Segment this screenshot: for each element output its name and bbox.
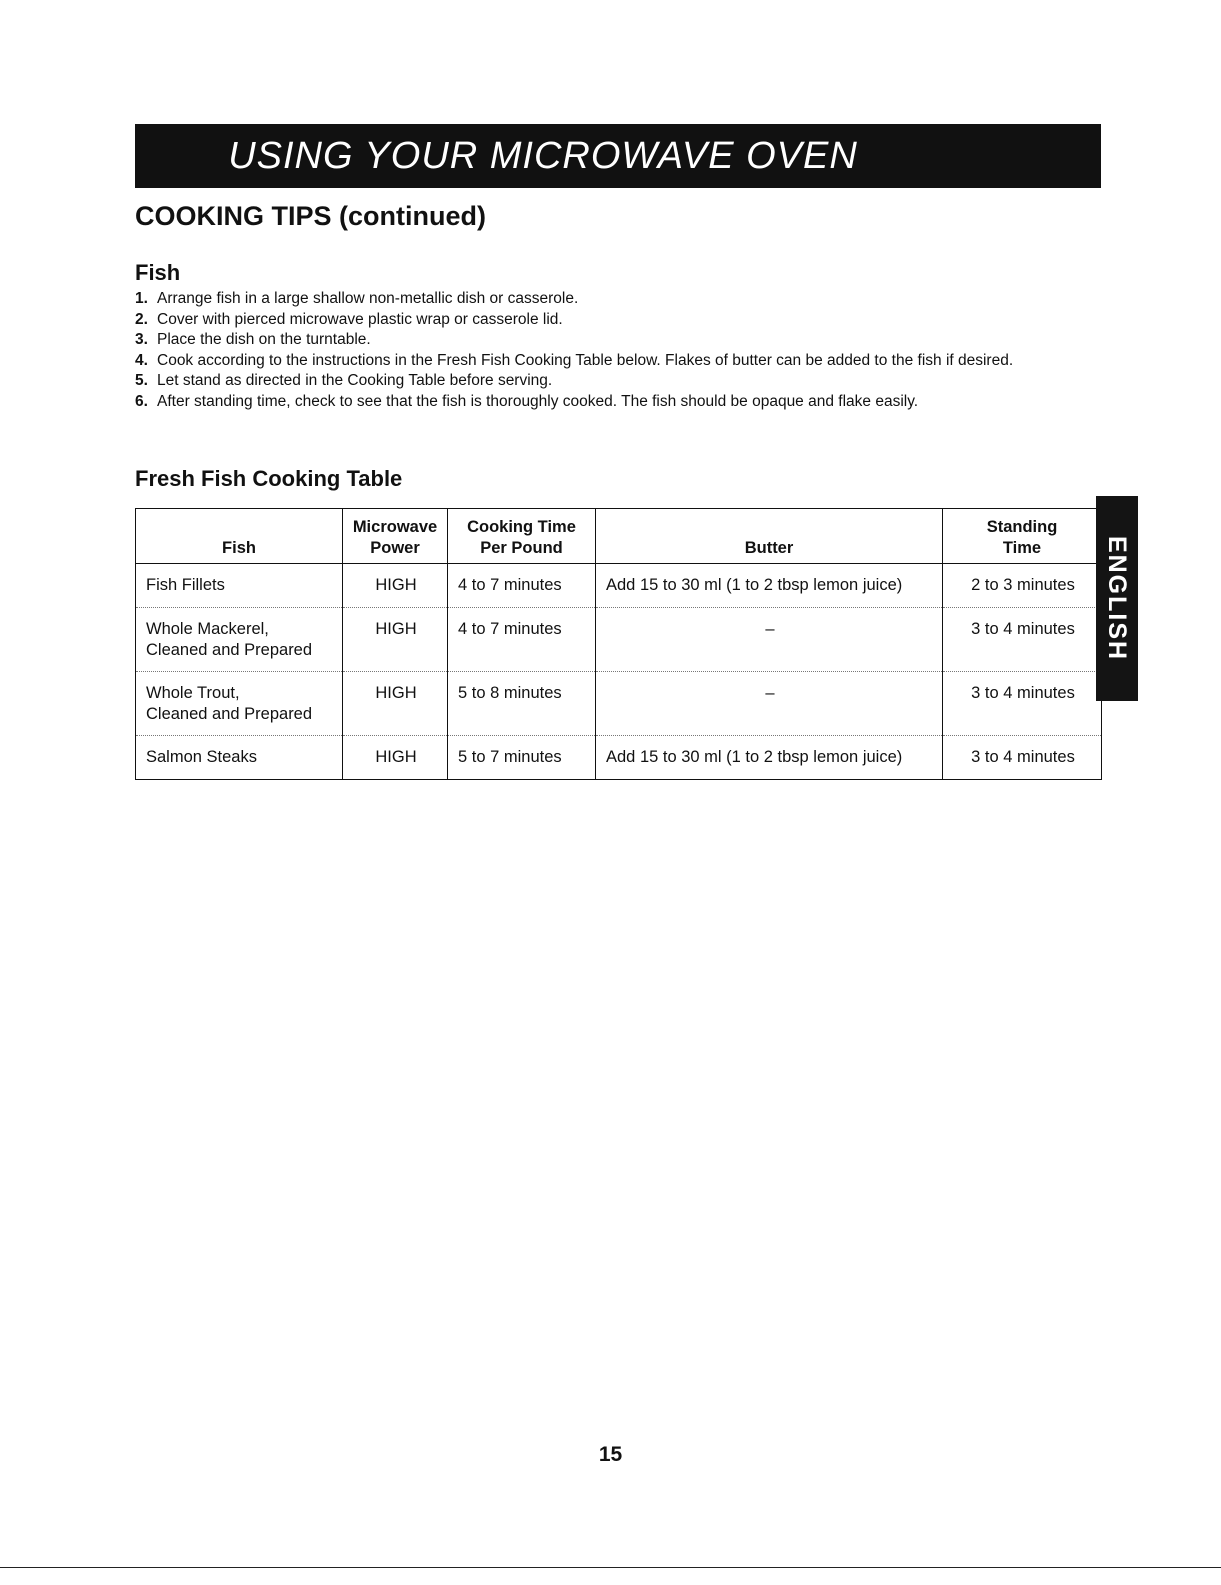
step-number: 1. [135,290,148,307]
step-text: Let stand as directed in the Cooking Table before serving. [157,372,553,389]
step-item [135,371,1075,392]
header-time-line2: Per Pound [480,539,563,557]
header-butter-label: Butter [744,539,794,557]
cell-power: HIGH [343,564,448,608]
fish-name: Whole Mackerel, [146,620,269,638]
cell-power: HIGH [343,672,448,736]
step-item [135,392,1075,413]
step-number: 3. [135,331,148,348]
page-number: 15 [598,1443,623,1466]
cell-time: 5 to 7 minutes [448,736,596,780]
cell-standing: 3 to 4 minutes [943,608,1102,672]
fish-prep: Cleaned and Prepared [146,641,313,659]
cell-fish [136,672,343,736]
header-banner [135,124,1101,188]
cell-fish [136,608,343,672]
banner-title: USING YOUR MICROWAVE OVEN [228,134,858,177]
step-item [135,289,1075,310]
step-number: 2. [135,310,148,328]
header-time-line1: Cooking Time [467,518,576,536]
header-fish [136,509,343,564]
cell-fish [136,564,343,608]
cell-standing: 3 to 4 minutes [943,736,1102,780]
header-power-line2: Power [370,539,420,557]
cell-time: 4 to 7 minutes [448,608,596,672]
fish-steps-list [135,289,1075,412]
language-tab-label: ENGLISH [1103,535,1132,662]
cell-power: HIGH [343,608,448,672]
table-row [136,736,1102,780]
step-text: Cook according to the instructions in the Fresh Fish Cooking Table below. Flakes of butter can be added to the fish if desired. [157,351,1014,369]
step-item [135,330,1075,351]
cell-time: 4 to 7 minutes [448,564,596,608]
cell-standing: 3 to 4 minutes [943,672,1102,736]
step-item [135,351,1075,372]
fish-heading: Fish [135,260,181,285]
header-time [448,509,596,564]
fish-prep: Cleaned and Prepared [146,705,313,723]
fish-name: Whole Trout, [146,684,240,702]
cell-fish [136,736,343,780]
section-title: COOKING TIPS (continued) [135,201,486,231]
table-title: Fresh Fish Cooking Table [135,466,403,491]
step-text: Cover with pierced microwave plastic wrap or casserole lid. [157,310,563,328]
step-number: 4. [135,351,148,369]
step-number: 5. [135,372,148,389]
header-butter [596,509,943,564]
table-row [136,608,1102,672]
header-power-line1: Microwave [352,518,438,536]
bottom-divider [0,1567,1221,1568]
cell-butter: – [596,608,943,672]
table-row [136,564,1102,608]
cell-butter: Add 15 to 30 ml (1 to 2 tbsp lemon juice) [596,564,943,608]
language-tab [1096,496,1138,701]
fresh-fish-cooking-table [135,508,1102,780]
step-text: Place the dish on the turntable. [157,331,371,348]
table-header-row [136,509,1102,564]
fish-name: Salmon Steaks [146,748,257,766]
cell-time: 5 to 8 minutes [448,672,596,736]
header-fish-label: Fish [222,539,256,557]
cell-power: HIGH [343,736,448,780]
fish-name: Fish Fillets [146,576,225,594]
header-standing-line2: Time [1002,539,1042,557]
step-number: 6. [135,392,148,410]
header-standing-line1: Standing [986,518,1058,536]
cell-butter: – [596,672,943,736]
step-item [135,310,1075,331]
header-power [343,509,448,564]
cell-butter: Add 15 to 30 ml (1 to 2 tbsp lemon juice) [596,736,943,780]
step-text: Arrange fish in a large shallow non-metallic dish or casserole. [157,290,579,307]
table-row [136,672,1102,736]
cell-standing: 2 to 3 minutes [943,564,1102,608]
header-standing [943,509,1102,564]
step-text: After standing time, check to see that the fish is thoroughly cooked. The fish should be opaque and flake easily. [157,392,919,410]
